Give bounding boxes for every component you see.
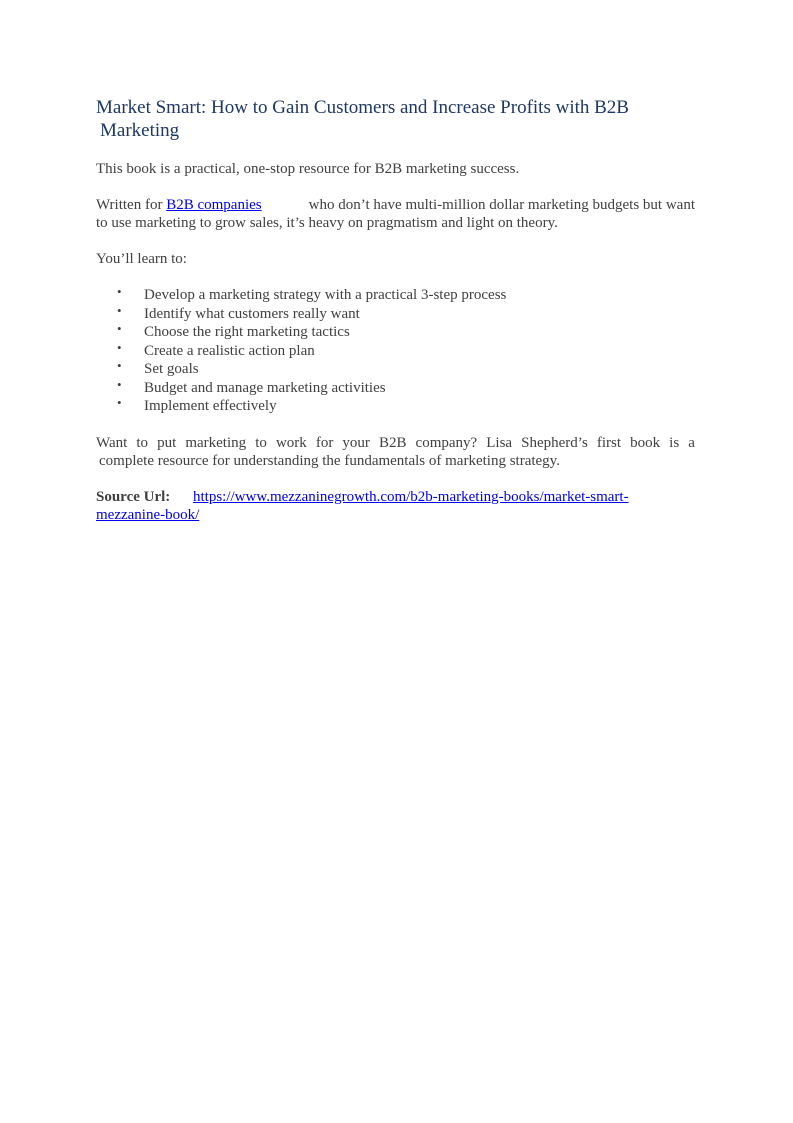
intro-paragraph: This book is a practical, one-stop resource for B2B marketing success. <box>96 161 520 177</box>
list-item <box>96 397 695 416</box>
source-url-paragraph <box>96 488 695 524</box>
list-item <box>96 360 695 379</box>
cta-word: Lisa <box>486 434 513 451</box>
bullet-icon: • <box>117 376 122 392</box>
bullet-icon: • <box>117 339 122 355</box>
cta-word: put <box>157 434 177 451</box>
page-title-line-1: Market Smart: How to Gain Customers and Increase Profits with B2B <box>96 97 629 118</box>
written-for-lead <box>96 196 262 214</box>
bullet-icon: • <box>117 395 122 410</box>
source-url-line-2: mezzanine-book/ <box>96 506 200 523</box>
cta-word: is <box>669 434 680 451</box>
b2b-companies-link[interactable]: B2B companies <box>166 197 262 213</box>
learn-heading: You’ll learn to: <box>96 251 187 267</box>
list-item-text: Choose the right marketing tactics <box>144 324 350 340</box>
bullet-icon: • <box>117 358 122 373</box>
bullet-icon: • <box>117 321 122 336</box>
list-item <box>96 376 695 398</box>
list-item-text: Implement effectively <box>144 398 277 414</box>
cta-line-1 <box>96 434 695 452</box>
cta-paragraph <box>96 434 695 470</box>
document-page <box>96 96 695 524</box>
cta-word: for <box>315 434 334 451</box>
list-item-text: Create a realistic action plan <box>144 342 315 359</box>
cta-word: to <box>255 434 267 451</box>
list-item <box>96 302 695 324</box>
bullet-icon: • <box>117 302 122 318</box>
bullet-icon: • <box>117 284 122 299</box>
cta-word: first <box>596 434 622 451</box>
cta-word: work <box>275 434 307 451</box>
list-item <box>96 286 695 305</box>
source-url-line-1: https://www.mezzaninegrowth.com/b2b-marketing-books/market-smart- <box>193 488 629 505</box>
page-title-line-2: Marketing <box>100 120 180 141</box>
list-item-text: Budget and manage marketing activities <box>144 379 386 396</box>
list-item <box>96 323 695 342</box>
learn-list <box>96 286 695 416</box>
cta-word: your <box>342 434 370 451</box>
cta-word: company? <box>415 434 478 451</box>
cta-word: to <box>136 434 149 451</box>
cta-word: a <box>688 434 695 451</box>
list-item-text: Set goals <box>144 361 199 377</box>
written-for-line-1 <box>96 196 695 214</box>
cta-word: Shepherd’s <box>521 434 588 451</box>
cta-line-2: complete resource for understanding the fundamentals of marketing strategy. <box>99 452 560 469</box>
written-for-rest: who don’t have multi-million dollar marketing budgets but want <box>308 197 695 213</box>
written-for-prefix: Written for <box>96 197 163 213</box>
list-item <box>96 339 695 361</box>
cta-word: Want <box>96 434 128 451</box>
list-item-text: Identify what customers really want <box>144 305 360 322</box>
page-title <box>96 96 695 142</box>
written-for-paragraph <box>96 196 695 232</box>
written-for-line-2: to use marketing to grow sales, it’s heavy on pragmatism and light on theory. <box>96 215 558 231</box>
cta-word: marketing <box>185 434 247 451</box>
cta-word: book <box>630 434 661 451</box>
cta-word: B2B <box>378 434 407 451</box>
list-item-text: Develop a marketing strategy with a practical 3-step process <box>144 287 507 303</box>
source-url-label: Source Url: <box>96 488 171 505</box>
